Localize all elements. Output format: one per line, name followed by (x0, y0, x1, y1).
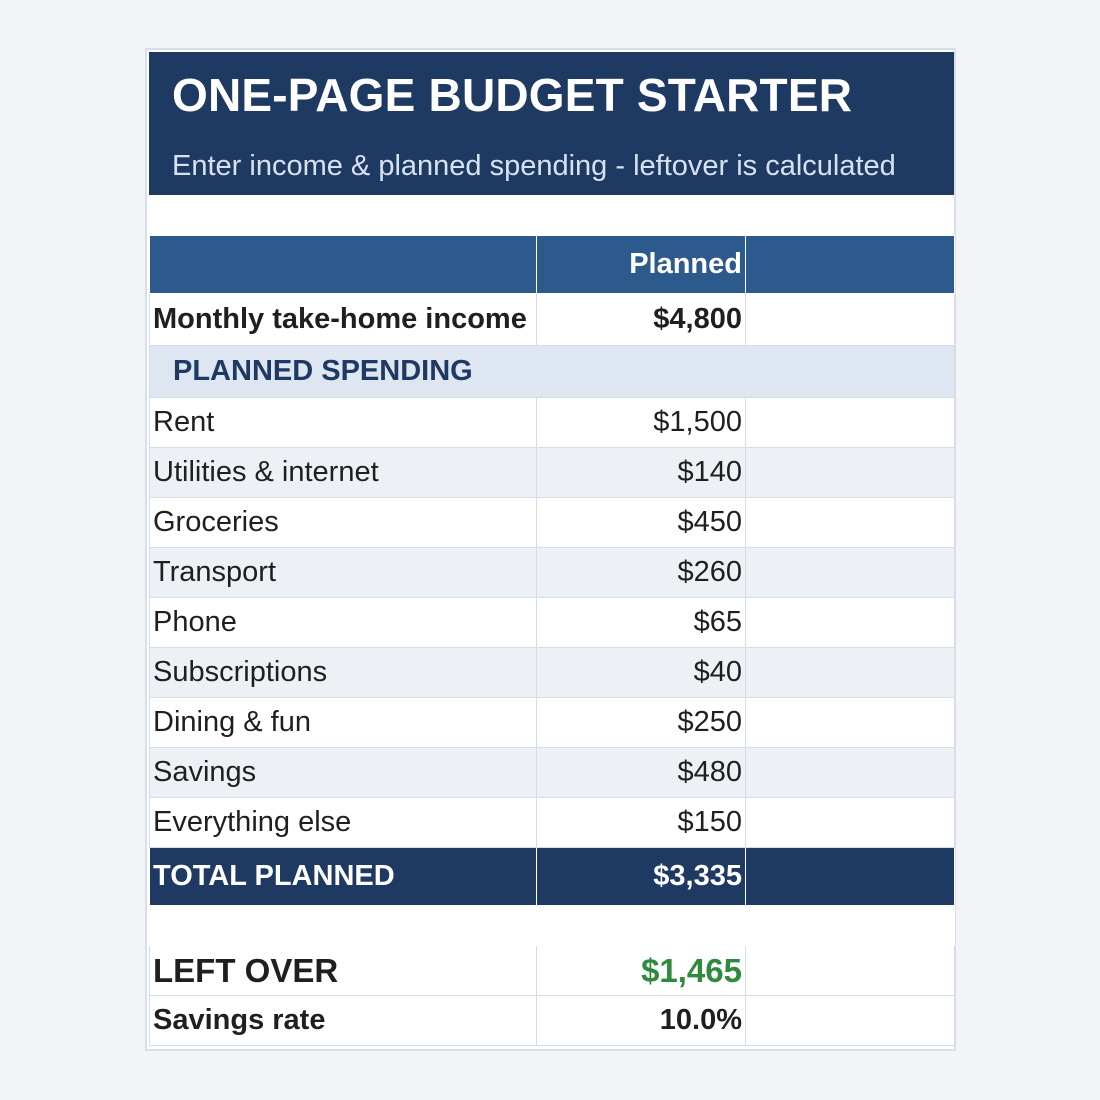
item-label: Dining & fun (150, 698, 537, 748)
item-value-cell[interactable]: $250 (537, 698, 746, 748)
left-over-value: $1,465 (537, 946, 746, 996)
header-extra-cell (746, 236, 955, 294)
item-value-cell[interactable]: $140 (537, 448, 746, 498)
income-value-cell[interactable]: $4,800 (537, 294, 746, 346)
page-subtitle: Enter income & planned spending - leftover is calculated (172, 150, 896, 182)
item-label: Utilities & internet (150, 448, 537, 498)
item-label: Transport (150, 548, 537, 598)
total-label: TOTAL PLANNED (150, 848, 537, 906)
left-over-extra-cell (746, 946, 955, 996)
table-row (150, 598, 955, 648)
item-label: Everything else (150, 798, 537, 848)
table-row (150, 698, 955, 748)
table-row (150, 798, 955, 848)
item-label: Rent (150, 398, 537, 448)
item-extra-cell[interactable] (746, 798, 955, 848)
income-row (150, 294, 955, 346)
item-extra-cell[interactable] (746, 698, 955, 748)
item-value-cell[interactable]: $450 (537, 498, 746, 548)
left-over-row (150, 946, 955, 996)
item-extra-cell[interactable] (746, 498, 955, 548)
item-value-cell[interactable]: $260 (537, 548, 746, 598)
savings-rate-row (150, 996, 955, 1046)
spacer-row (150, 906, 955, 946)
title-banner (149, 52, 954, 195)
table-header-row (150, 236, 955, 294)
total-extra-cell (746, 848, 955, 906)
income-label: Monthly take-home income (150, 294, 537, 346)
budget-sheet (145, 48, 956, 1051)
item-value-cell[interactable]: $40 (537, 648, 746, 698)
item-value-cell[interactable]: $1,500 (537, 398, 746, 448)
savings-rate-value: 10.0% (537, 996, 746, 1046)
page-title: ONE-PAGE BUDGET STARTER (172, 69, 853, 121)
section-label: PLANNED SPENDING (150, 346, 955, 398)
table-row (150, 498, 955, 548)
header-label-cell (150, 236, 537, 294)
left-over-label: LEFT OVER (150, 946, 537, 996)
total-row (150, 848, 955, 906)
table-row (150, 548, 955, 598)
item-extra-cell[interactable] (746, 748, 955, 798)
item-value-cell[interactable]: $480 (537, 748, 746, 798)
table-row (150, 448, 955, 498)
item-extra-cell[interactable] (746, 598, 955, 648)
item-label: Phone (150, 598, 537, 648)
income-extra-cell[interactable] (746, 294, 955, 346)
item-extra-cell[interactable] (746, 448, 955, 498)
item-label: Subscriptions (150, 648, 537, 698)
total-value: $3,335 (537, 848, 746, 906)
item-extra-cell[interactable] (746, 648, 955, 698)
header-planned-cell: Planned (537, 236, 746, 294)
item-label: Savings (150, 748, 537, 798)
item-value-cell[interactable]: $65 (537, 598, 746, 648)
item-label: Groceries (150, 498, 537, 548)
table-row (150, 748, 955, 798)
budget-table (149, 235, 955, 1046)
section-band-row (150, 346, 955, 398)
table-row (150, 398, 955, 448)
table-row (150, 648, 955, 698)
item-extra-cell[interactable] (746, 398, 955, 448)
savings-rate-extra-cell (746, 996, 955, 1046)
item-value-cell[interactable]: $150 (537, 798, 746, 848)
savings-rate-label: Savings rate (150, 996, 537, 1046)
spacer-cell (150, 906, 955, 946)
item-extra-cell[interactable] (746, 548, 955, 598)
